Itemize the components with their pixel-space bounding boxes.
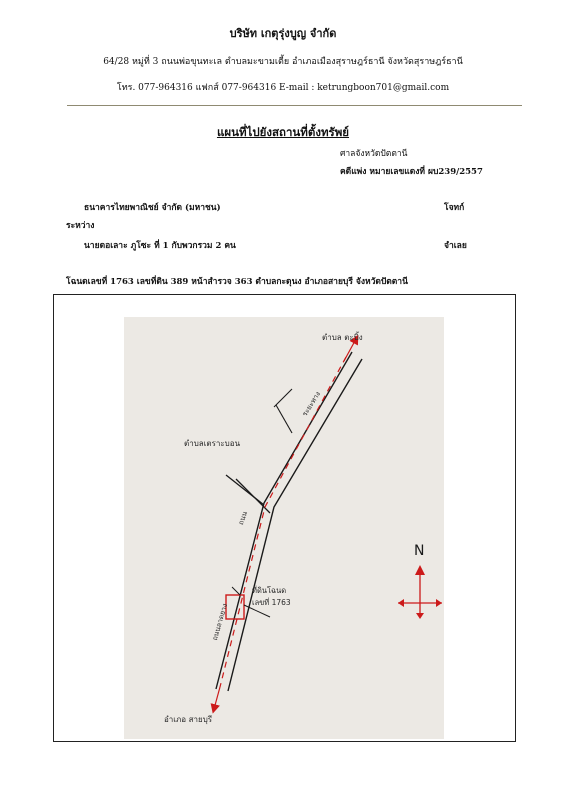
page-title: แผนที่ไปยังสถานที่ตั้งทรัพย์ xyxy=(216,125,350,139)
between-label: ระหว่าง xyxy=(66,221,95,231)
company-name: บริษัท เกตุรุ่งบูญ จำกัด xyxy=(229,27,337,40)
plaintiff-name: ธนาคารไทยพาณิชย์ จำกัด (มหาชน) xyxy=(84,203,221,213)
road-label: ถนน xyxy=(236,510,250,527)
company-contact: โทร. 077-964316 แฟกส์ 077-964316 E-mail : ketrungboon701@gmail.com xyxy=(116,83,450,93)
deed-description: โฉนดเลขที่ 1763 เลขที่ดิน 389 หน้าสำรวจ 363 ตำบลกะดุนง อำเภอสายบุรี จังหวัดปัตตานี xyxy=(66,277,408,287)
compass-icon xyxy=(398,565,442,619)
company-address: 64/28 หมู่ที่ 3 ถนนพ่อขุนทะเล ตำบลมะขามเตี้ย อำเภอเมืองสุราษฎร์ธานี จังหวัดสุราษฎร์ธานี xyxy=(103,57,463,67)
label-to-bottom: อำเภอ สายบุรี xyxy=(164,715,213,724)
defendant-role: จำเลย xyxy=(444,241,467,251)
side-road-label: ถนนลาดยาง xyxy=(210,602,230,642)
plaintiff-role: โจทก์ xyxy=(444,203,465,213)
court-name: ศาลจังหวัดปัตตานี xyxy=(340,149,408,159)
map-frame xyxy=(53,294,516,742)
map-drawing xyxy=(124,317,444,739)
label-to-top: ตำบล ตะบิ้ง xyxy=(322,333,363,342)
label-to-left: ตำบลเตราะบอน xyxy=(184,439,241,448)
branch-road xyxy=(226,475,270,513)
side-road xyxy=(274,389,292,433)
parcel-label-1: ที่ดินโฉนด xyxy=(252,586,287,595)
case-number: คดีแพ่ง หมายเลขแดงที่ ผบ239/2557 xyxy=(340,167,483,177)
distance-label: ระยะทาง xyxy=(300,390,323,418)
defendant-name: นายดอเลาะ ภูโซะ ที่ 1 กับพวกรวม 2 คน xyxy=(84,241,236,251)
north-label: N xyxy=(414,543,425,559)
parcel-label-2: เลขที่ 1763 xyxy=(252,598,291,607)
route-arrow-down xyxy=(214,687,220,709)
header-divider xyxy=(67,105,522,106)
hand-drawn-map xyxy=(124,317,444,739)
